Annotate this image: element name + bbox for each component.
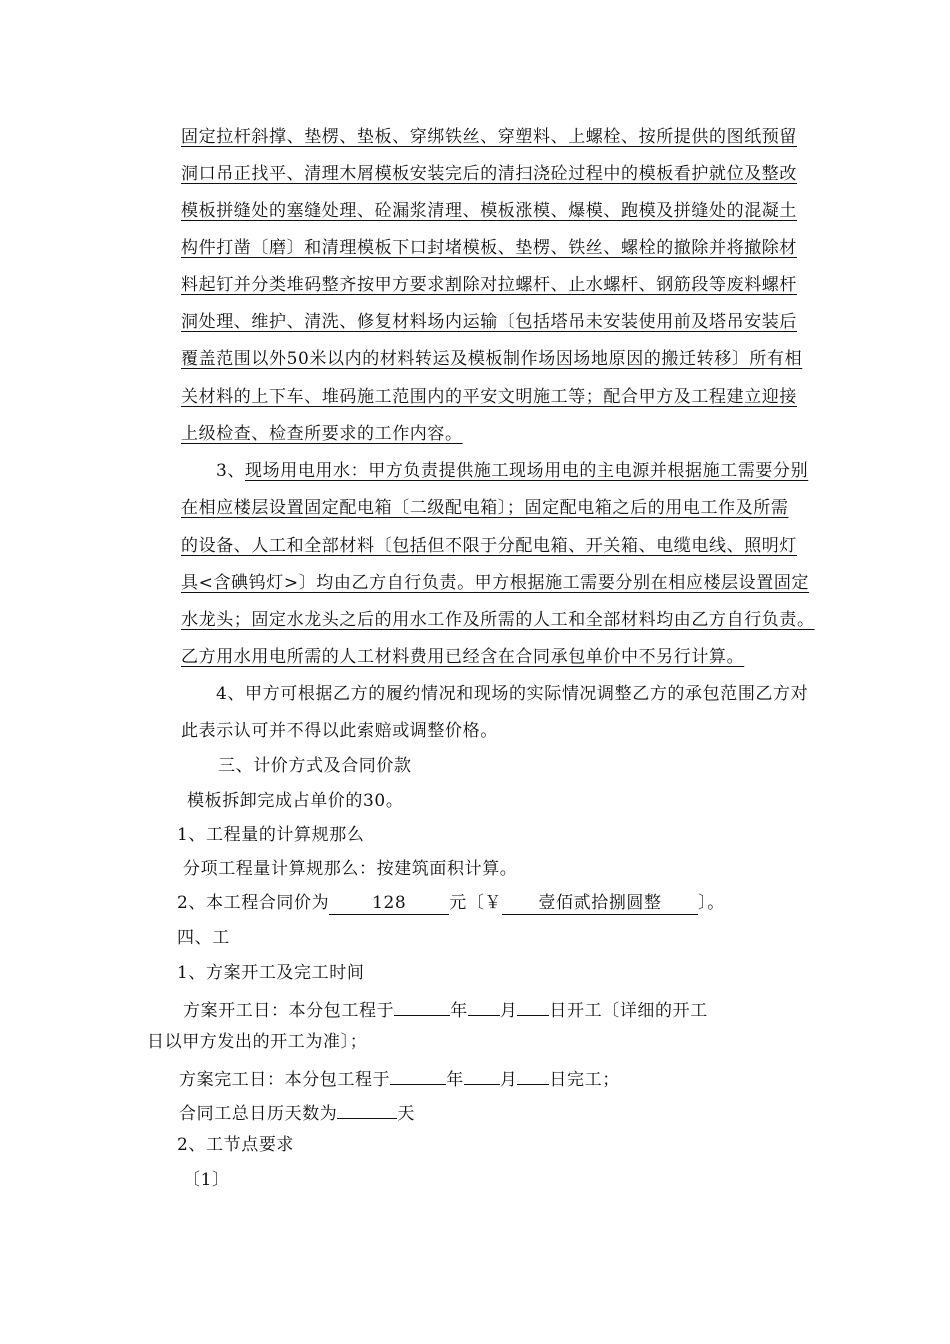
para1-line-3: 模板拼缝处的塞缝处理、砼漏浆清理、模板涨模、爆模、跑模及拼缝处的混凝土	[181, 201, 797, 221]
finish-date-line	[179, 1066, 620, 1091]
start-date-line	[183, 997, 708, 1022]
para3-line-1	[216, 460, 808, 482]
finish-month-blank	[464, 1066, 500, 1085]
finish-month-label: 月	[499, 1070, 518, 1090]
start-year-label: 年	[450, 1001, 468, 1021]
start-month-label: 月	[499, 1001, 518, 1021]
rule-text: 分项工程量计算规那么：按建筑面积计算。	[183, 859, 518, 879]
node-title: 2、工节点要求	[177, 1135, 295, 1155]
para1-line-6: 洞处理、维护、清洗、修复材料场内运输〔包括塔吊未安装使用前及塔吊安装后	[181, 312, 797, 332]
schedule-title: 1、方案开工及完工时间	[177, 963, 365, 983]
duration-prefix: 合同工总日历天数为	[179, 1104, 338, 1124]
para3-line-4: 具<含碘钨灯>〕均由乙方自行负责。甲方根据施工需要分别在相应楼层设置固定	[181, 573, 810, 593]
para3-line-2: 在相应楼层设置固定配电箱〔二级配电箱〕；固定配电箱之后的用电工作及所需	[181, 498, 789, 518]
price-prefix: 2、本工程合同价为	[177, 893, 330, 913]
para3-number: 3、	[216, 461, 246, 481]
para1-line-4: 构件打凿〔磨〕和清理模板下口封堵模板、垫楞、铁丝、螺栓的撤除并将撤除材	[181, 238, 797, 258]
section-3-title: 三、计价方式及合同价款	[218, 756, 412, 776]
start-year-blank	[394, 997, 450, 1016]
price-unit: 元〔￥	[449, 893, 503, 913]
contract-price-line	[177, 892, 725, 915]
demold-note: 模板拆卸完成占单价的30。	[187, 791, 404, 811]
section-4-title: 四、工	[177, 928, 230, 948]
rule-title: 1、工程量的计算规那么	[177, 825, 365, 845]
finish-tail: 日完工；	[549, 1070, 620, 1090]
start-prefix: 方案开工日：本分包工程于	[183, 1001, 395, 1021]
price-words-field: 壹佰贰拾捌圆整	[502, 892, 698, 915]
start-date-line-2: 日以甲方发出的开工为准〕；	[147, 1032, 368, 1052]
finish-day-blank	[517, 1066, 549, 1085]
start-tail: 日开工〔详细的开工	[549, 1001, 708, 1021]
para3-line-3: 的设备、人工和全部材料〔包括但不限于分配电箱、开关箱、电缆电线、照明灯	[181, 536, 797, 556]
duration-blank	[337, 1100, 397, 1119]
para3-line-6: 乙方用水用电所需的人工材料费用已经含在合同承包单价中不另行计算。	[181, 647, 745, 667]
start-month-blank	[468, 997, 500, 1016]
para4-line-2: 此表示认可并不得以此索赔或调整价格。	[181, 721, 498, 741]
start-day-blank	[517, 997, 549, 1016]
finish-year-blank	[390, 1066, 446, 1085]
finish-prefix: 方案完工日：本分包工程于	[179, 1070, 391, 1090]
para1-line-2: 洞口吊正找平、清理木屑模板安装完后的清扫浇砼过程中的模板看护就位及整改	[181, 164, 797, 184]
duration-line	[179, 1100, 415, 1125]
node-item-1: 〔1〕	[183, 1170, 230, 1190]
para1-line-9: 上级检查、检查所要求的工作内容。	[181, 424, 463, 444]
para4-line-1: 4、甲方可根据乙方的履约情况和现场的实际情况调整乙方的承包范围乙方对	[216, 684, 809, 704]
para1-line-5: 料起钉并分类堆码整齐按甲方要求割除对拉螺杆、止水螺杆、钢筋段等废料螺杆	[181, 275, 797, 295]
para1-line-1: 固定拉杆斜撑、垫楞、垫板、穿绑铁丝、穿塑料、上螺栓、按所提供的图纸预留	[181, 127, 797, 147]
para1-line-8: 关材料的上下车、堆码施工范围内的平安文明施工等；配合甲方及工程建立迎接	[181, 387, 797, 407]
duration-suffix: 天	[397, 1104, 416, 1124]
price-amount-field: 128	[329, 892, 449, 915]
finish-year-label: 年	[446, 1070, 464, 1090]
price-close: 〕。	[698, 893, 725, 913]
para1-line-7: 覆盖范围以外50米以内的材料转运及模板制作场因场地原因的搬迁转移〕所有相	[181, 349, 803, 369]
para3-line-5: 水龙头；固定水龙头之后的用水工作及所需的人工和全部材料均由乙方自行负责。	[181, 610, 815, 630]
para3-text: 现场用电用水：甲方负责提供施工现场用电的主电源并根据施工需要分别	[245, 461, 809, 481]
